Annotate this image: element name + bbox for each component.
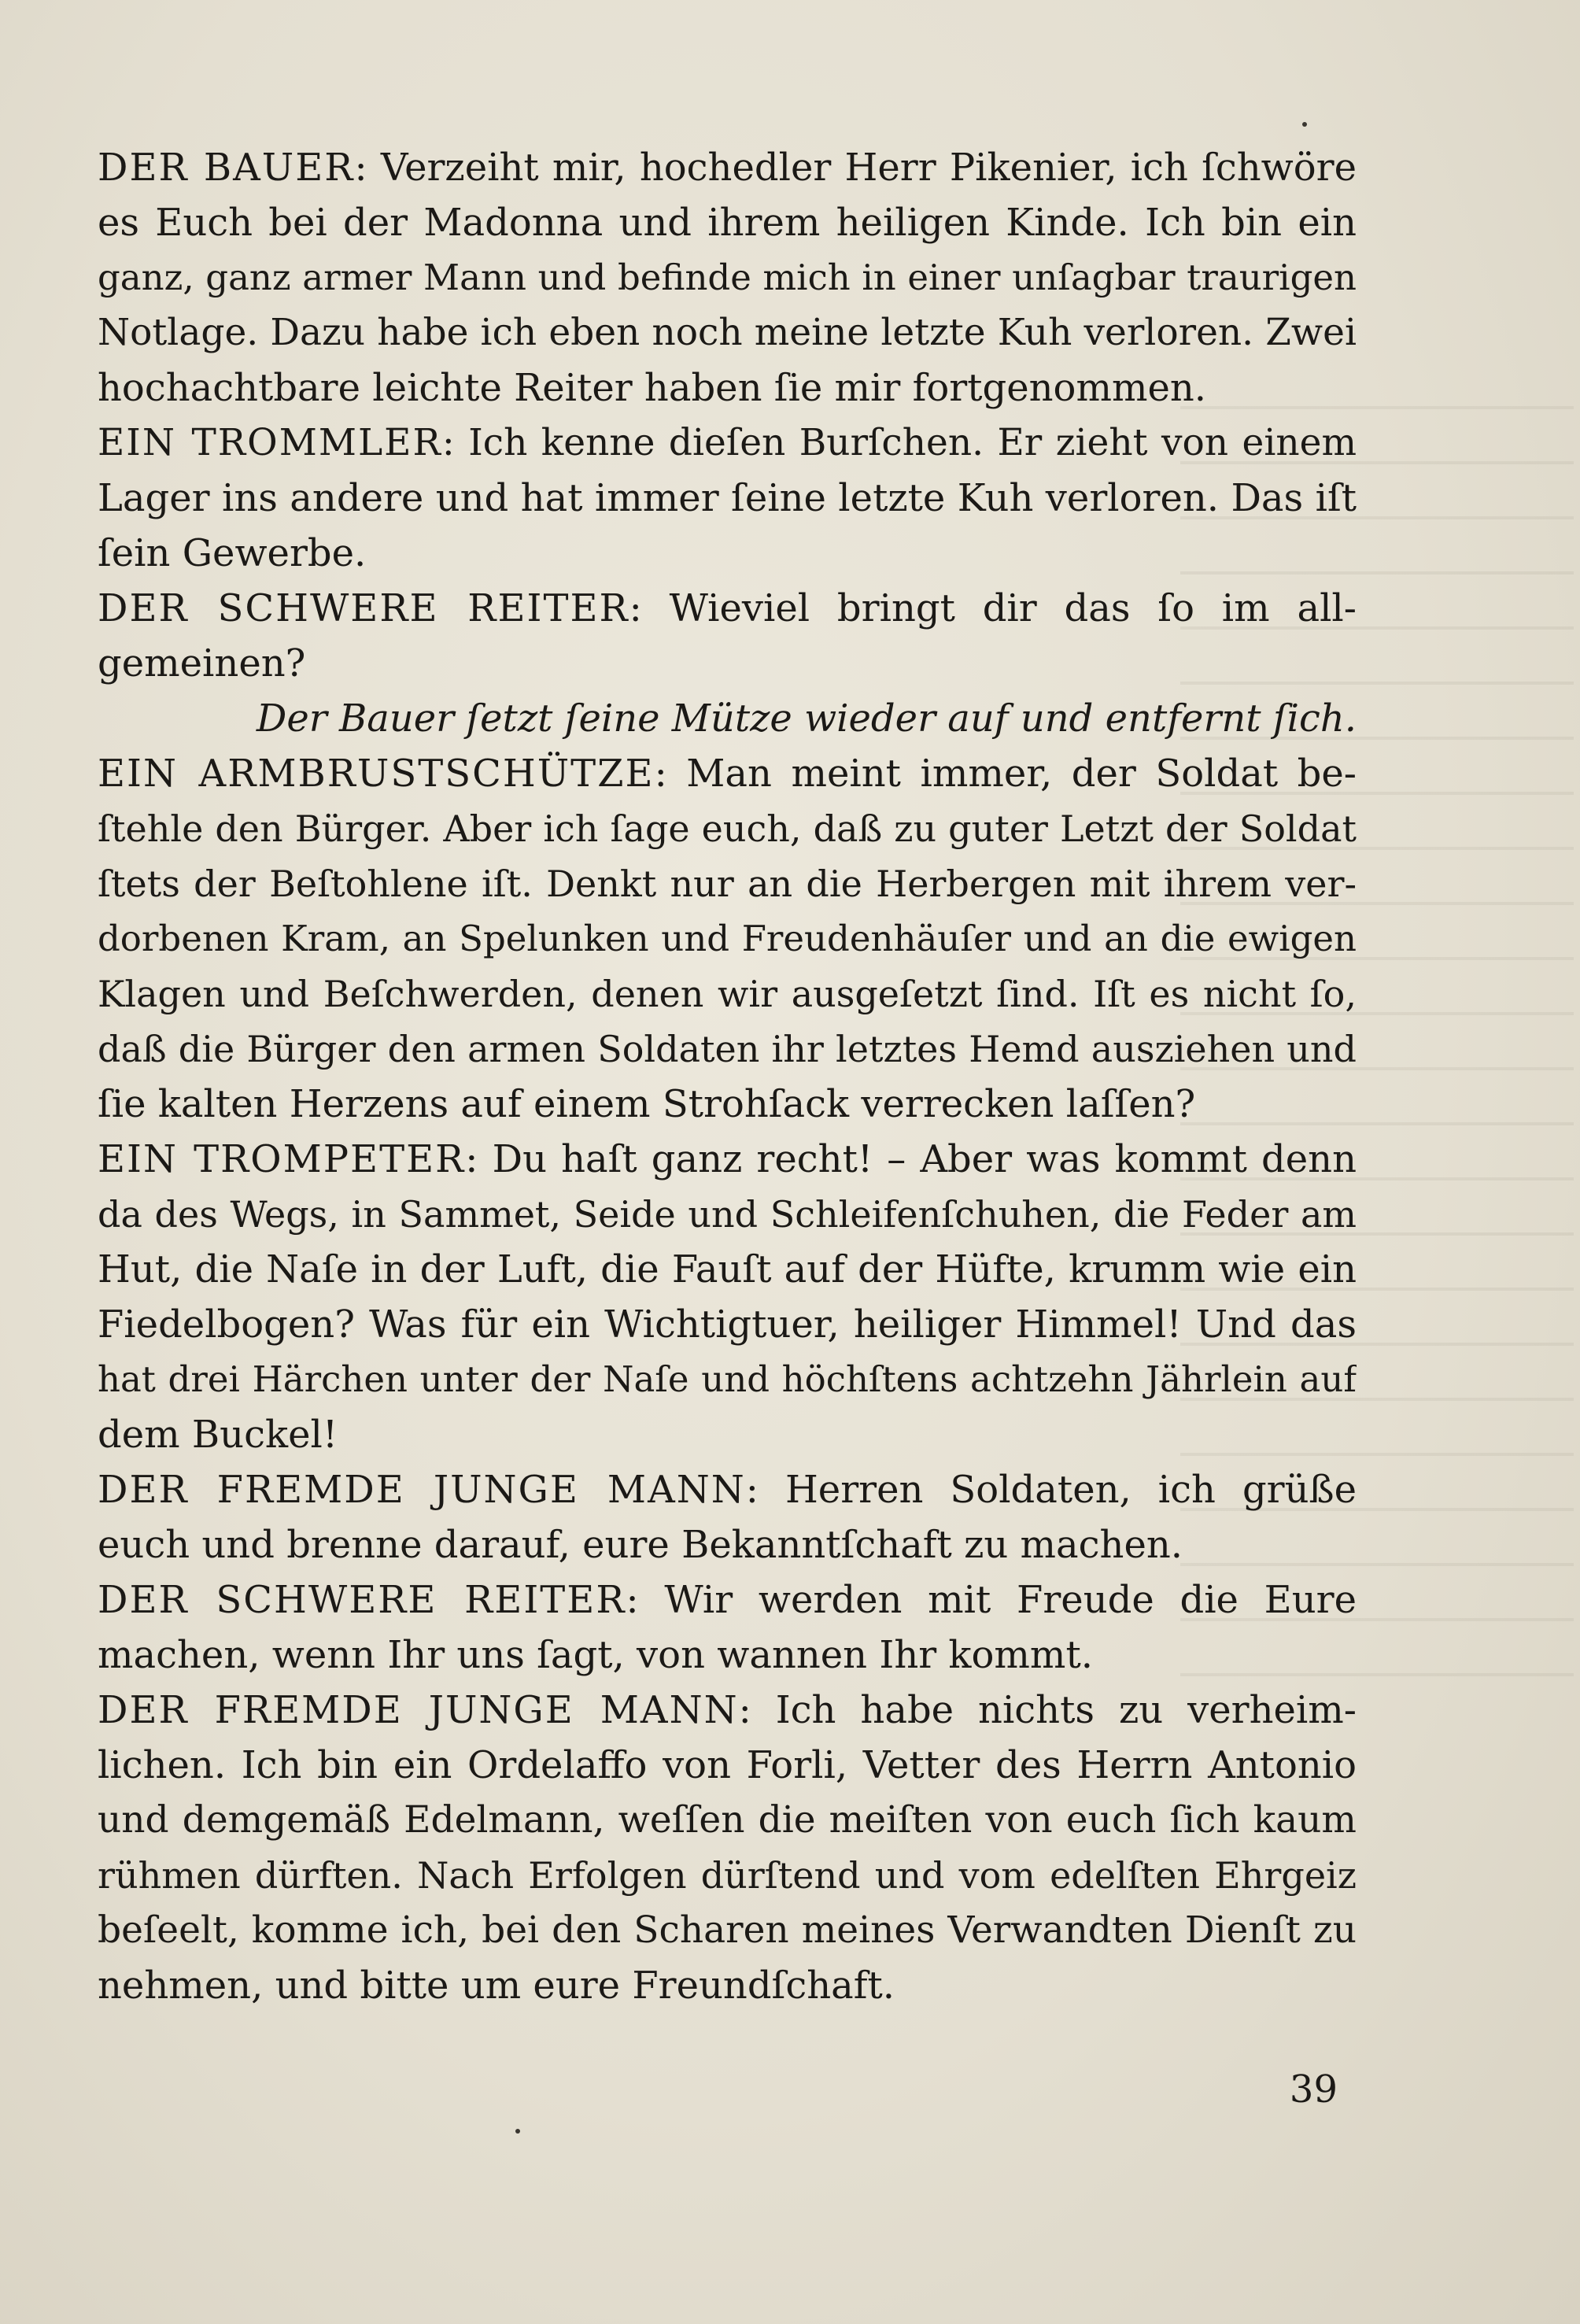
speaker-name: EIN TROMMLER [98,421,442,464]
text-line: Hut, die Naſe in der Luft, die Fauſt auf der Hüfte, krumm wie ein [98,1247,1357,1291]
text-line: ſie kalten Herzens auf einem Strohſack verrecken laſſen? [98,1082,1196,1126]
speaker-separator: : [738,1688,776,1732]
speaker-name: EIN TROMPETER [98,1137,466,1181]
text-line: Fiedelbogen? Was für ein Wichtigtuer, heiliger Himmel! Und das [98,1302,1357,1347]
text-line: lichen. Ich bin ein Ordelaffo von Forli, Vetter des Herrn Antonio [98,1743,1357,1787]
text-line: gemeinen? [98,641,306,685]
speech-line [98,140,1357,195]
text-line: und demgemäß Edelmann, weſſen die meiſten von euch ſich kaum [98,1798,1357,1842]
text-line: Notlage. Dazu habe ich eben noch meine letzte Kuh verloren. Zwei [98,311,1357,354]
speaker-separator: : [441,421,469,464]
text-line: ſtets der Beſtohlene iſt. Denkt nur an die Herbergen mit ihrem ver- [98,863,1357,905]
speaker-separator: : [626,1578,665,1622]
text-line: Lager ins andere und hat immer ſeine letzte Kuh verloren. Das iſt [98,476,1357,520]
text-line: euch und brenne darauf, eure Bekanntſchaft zu machen. [98,1523,1183,1567]
speech-line [98,1462,1357,1517]
text-line: ſtehle den Bürger. Aber ich ſage euch, daß zu guter Letzt der Soldat [98,807,1357,850]
text-line: hochachtbare leichte Reiter haben ſie mir fortgenommen. [98,366,1207,410]
speaker-name: DER SCHWERE REITER [98,1578,626,1622]
speech-text: Wir werden mit Freude die Eure [664,1578,1357,1622]
speech-line [98,581,1357,636]
text-line: hat drei Härchen unter der Naſe und höchſtens achtzehn Jährlein auf [98,1358,1357,1400]
speech-text: Ich kenne dieſen Burſchen. Er zieht von einem [468,421,1357,464]
text-line: Klagen und Beſchwerden, denen wir ausgeſetzt ſind. Iſt es nicht ſo, [98,973,1357,1015]
text-line: nehmen, und bitte um eure Freundſchaft. [98,1964,895,2008]
speech-line [98,1132,1357,1187]
text-line: dem Buckel! [98,1413,338,1457]
speaker-separator: : [465,1137,493,1181]
text-line: ſein Gewerbe. [98,531,367,575]
speech-text: Ich habe nichts zu verheim- [775,1688,1357,1732]
speaker-name: EIN ARMBRUSTSCHÜTZE [98,752,655,796]
text-line: beſeelt, komme ich, bei den Scharen meines Verwandten Dienſt zu [98,1908,1357,1952]
speech-text: Herren Soldaten, ich grüße [784,1468,1357,1512]
speech-text: Man meint immer, der Soldat be- [686,752,1357,796]
stage-direction: Der Bauer ſetzt ſeine Mütze wieder auf und entfernt ſich. [256,696,1357,741]
speaker-name: DER BAUER [98,146,355,190]
text-line: dorbenen Kram, an Spelunken und Freudenhäuſer und an die ewigen [98,918,1357,959]
speech-text: Wieviel bringt dir das ſo im all- [669,586,1357,630]
speech-text: Du haſt ganz recht! – Aber was kommt denn [492,1137,1357,1181]
paper-speck [1302,122,1307,127]
text-line: machen, wenn Ihr uns ſagt, von wannen Ihr kommt. [98,1633,1093,1677]
text-line: ganz, ganz armer Mann und befinde mich in einer unſagbar traurigen [98,257,1357,298]
speech-line [98,1683,1357,1738]
speech-line [98,746,1357,801]
speech-text: Verzeiht mir, hochedler Herr Pikenier, ich ſchwöre [380,146,1357,190]
speech-line [98,416,1357,471]
speaker-separator: : [354,146,381,190]
text-line: es Euch bei der Madonna und ihrem heiligen Kinde. Ich bin ein [98,201,1357,245]
page-number: 39 [1289,2067,1338,2112]
dialogue-text [98,140,1357,2013]
speaker-separator: : [654,752,687,796]
text-line: da des Wegs, in Sammet, Seide und Schleifenſchuhen, die Feder am [98,1193,1357,1236]
speaker-name: DER FREMDE JUNGE MANN [98,1468,746,1512]
speaker-separator: : [629,586,670,630]
speech-line [98,1572,1357,1628]
text-line: daß die Bürger den armen Soldaten ihr letztes Hemd ausziehen und [98,1028,1357,1070]
speaker-name: DER FREMDE JUNGE MANN [98,1688,739,1732]
paper-speck [515,2129,520,2134]
speaker-separator: : [745,1468,785,1512]
text-line: rühmen dürften. Nach Erfolgen dürſtend und vom edelſten Ehrgeiz [98,1854,1357,1897]
speaker-name: DER SCHWERE REITER [98,586,629,630]
